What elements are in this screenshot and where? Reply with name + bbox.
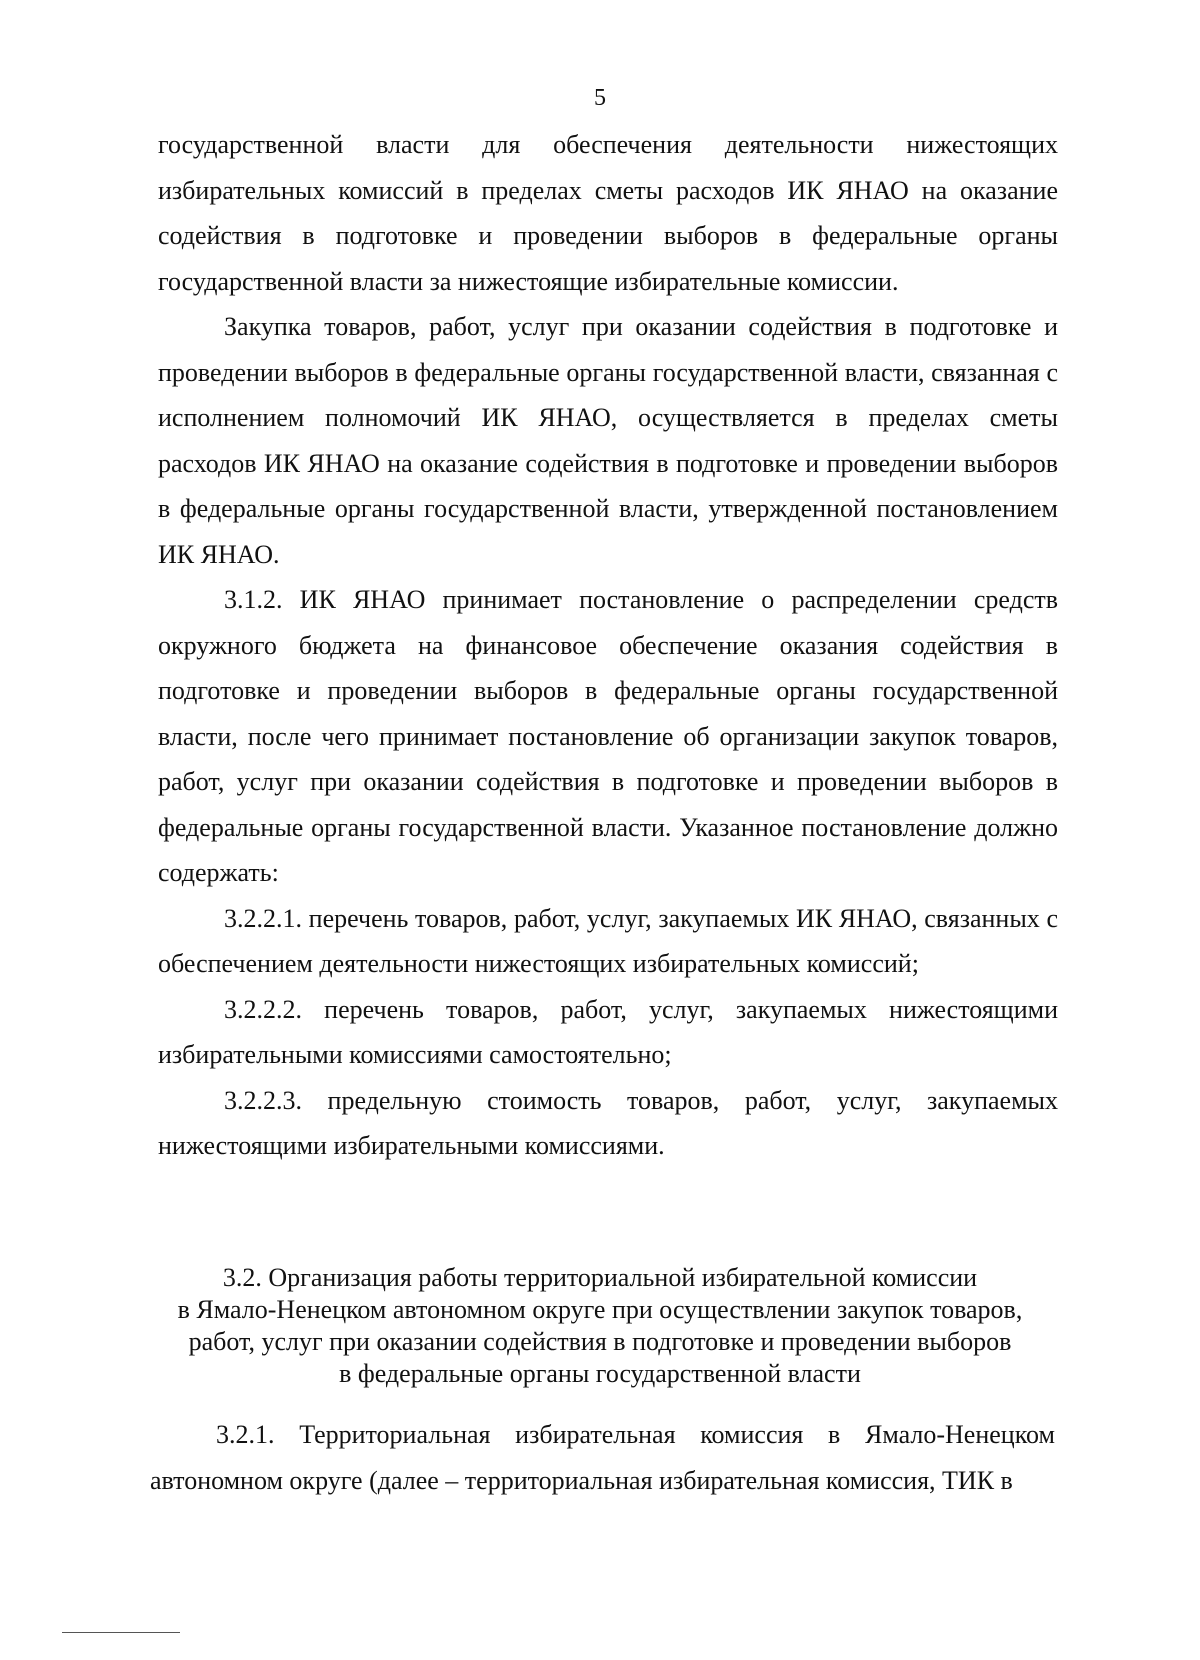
footer-rule	[62, 1632, 180, 1633]
paragraph-continuation: государственной власти для обеспечения деятельности нижестоящих избирательных комиссий в пределах сметы расходов ИК ЯНАО на оказание содействия в подготовке и проведении выборов в федеральные органы государственной власти за нижестоящие избирательные комиссии.	[158, 130, 1058, 296]
paragraph-3-2-2-3: 3.2.2.3. предельную стоимость товаров, работ, услуг, закупаемых нижестоящими избирательными комиссиями.	[158, 1085, 1058, 1160]
paragraph-3-2-1: 3.2.1. Территориальная избирательная комиссия в Ямало-Ненецком автономном округе (далее – территориальная избирательная комиссия, ТИК в	[150, 1420, 1055, 1495]
paragraph-3-2-2-1: 3.2.2.1. перечень товаров, работ, услуг, закупаемых ИК ЯНАО, связанных с обеспечением деятельности нижестоящих избирательных комиссий;	[158, 903, 1058, 978]
section-heading-3-2	[140, 1262, 1060, 1390]
section-heading-line: в федеральные органы государственной власти	[339, 1359, 861, 1388]
document-body	[158, 122, 1058, 1169]
page-number: 5	[594, 85, 606, 111]
section-heading-line: в Ямало-Ненецком автономном округе при осуществлении закупок товаров,	[177, 1295, 1023, 1324]
paragraph-3-1-2: 3.1.2. ИК ЯНАО принимает постановление о распределении средств окружного бюджета на финансовое обеспечение оказания содействия в подготовке и проведении выборов в федеральные органы государственной власти, после чего принимает постановление об организации закупок товаров, работ, услуг при оказании содействия в подготовке и проведении выборов в федеральные органы государственной власти. Указанное постановление должно содержать:	[158, 585, 1058, 887]
section-heading-line: 3.2. Организация работы территориальной избирательной комиссии	[222, 1263, 978, 1292]
document-body-tail	[150, 1412, 1055, 1503]
paragraph-3-2-2-2: 3.2.2.2. перечень товаров, работ, услуг, закупаемых нижестоящими избирательными комиссиями самостоятельно;	[158, 994, 1058, 1069]
section-heading-line: работ, услуг при оказании содействия в подготовке и проведении выборов	[188, 1327, 1012, 1356]
paragraph-procurement: Закупка товаров, работ, услуг при оказании содействия в подготовке и проведении выборов в федеральные органы государственной власти, связанная с исполнением полномочий ИК ЯНАО, осуществляется в пределах сметы расходов ИК ЯНАО на оказание содействия в подготовке и проведении выборов в федеральные органы государственной власти, утвержденной постановлением ИК ЯНАО.	[158, 312, 1058, 569]
